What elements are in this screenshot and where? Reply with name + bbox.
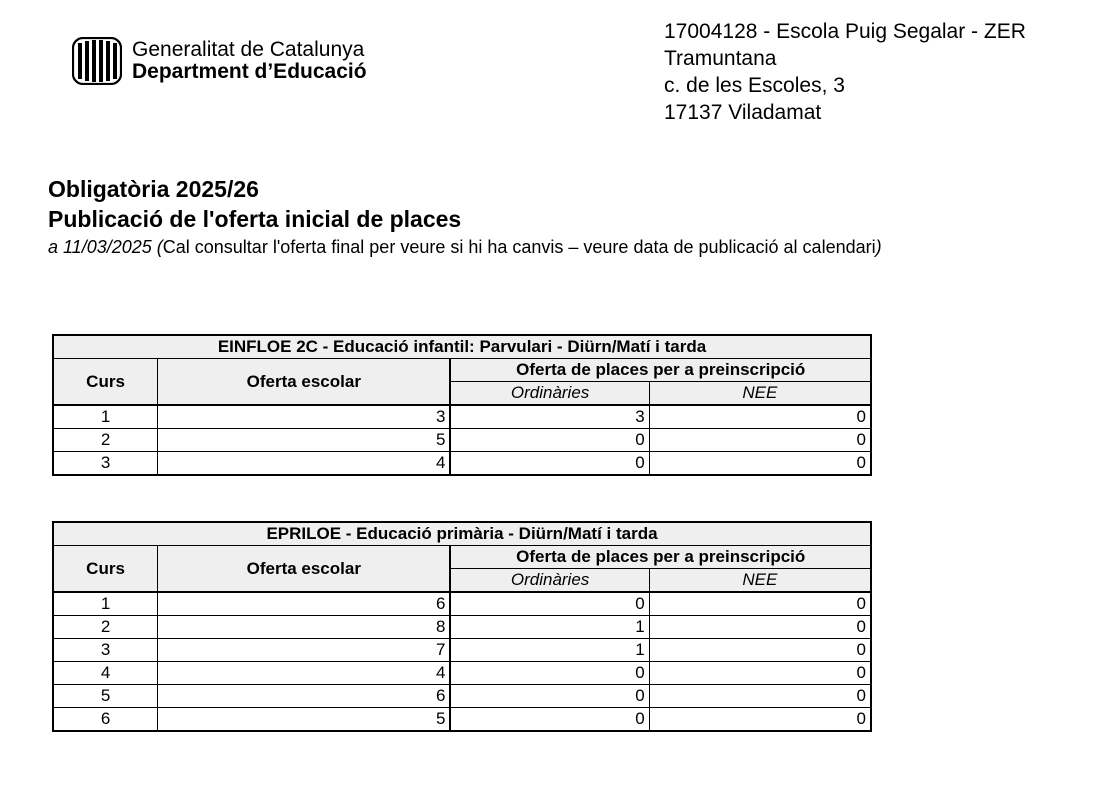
cell-oferta-escolar: 8 bbox=[158, 616, 451, 639]
cell-ordinaries: 0 bbox=[450, 592, 649, 616]
cell-nee: 0 bbox=[649, 662, 871, 685]
cell-curs: 1 bbox=[53, 592, 158, 616]
cell-oferta-escolar: 3 bbox=[158, 405, 451, 429]
header-curs: Curs bbox=[53, 359, 158, 406]
table-row bbox=[53, 662, 871, 685]
heading-title-2: Publicació de l'oferta inicial de places bbox=[48, 206, 462, 232]
header-preinscripcio: Oferta de places per a preinscripció bbox=[450, 546, 871, 569]
offer-table-primaria bbox=[52, 521, 872, 732]
cell-oferta-escolar: 5 bbox=[158, 708, 451, 732]
cell-nee: 0 bbox=[649, 405, 871, 429]
cell-ordinaries: 0 bbox=[450, 685, 649, 708]
cell-ordinaries: 1 bbox=[450, 616, 649, 639]
logo-line-2: Department d’Educació bbox=[132, 60, 367, 83]
header-curs: Curs bbox=[53, 546, 158, 593]
cell-oferta-escolar: 4 bbox=[158, 662, 451, 685]
school-address bbox=[664, 18, 1026, 126]
cell-ordinaries: 0 bbox=[450, 662, 649, 685]
cell-nee: 0 bbox=[649, 639, 871, 662]
cell-curs: 3 bbox=[53, 452, 158, 476]
logo-line-1: Generalitat de Catalunya bbox=[132, 38, 365, 61]
table-row bbox=[53, 452, 871, 476]
generalitat-logo bbox=[72, 37, 367, 85]
cell-nee: 0 bbox=[649, 592, 871, 616]
publication-date: a 11/03/2025 ( bbox=[48, 237, 163, 257]
cell-curs: 5 bbox=[53, 685, 158, 708]
cell-nee: 0 bbox=[649, 616, 871, 639]
header-oferta-escolar: Oferta escolar bbox=[158, 546, 451, 593]
cell-ordinaries: 0 bbox=[450, 452, 649, 476]
header-preinscripcio: Oferta de places per a preinscripció bbox=[450, 359, 871, 382]
address-line-1: 17004128 - Escola Puig Segalar - ZER bbox=[664, 20, 1026, 43]
cell-nee: 0 bbox=[649, 685, 871, 708]
table-row bbox=[53, 616, 871, 639]
header-ordinaries: Ordinàries bbox=[450, 382, 649, 406]
cell-curs: 2 bbox=[53, 429, 158, 452]
cell-curs: 1 bbox=[53, 405, 158, 429]
table-row bbox=[53, 592, 871, 616]
cell-nee: 0 bbox=[649, 708, 871, 732]
table-row bbox=[53, 405, 871, 429]
cell-curs: 2 bbox=[53, 616, 158, 639]
offer-table-infantil bbox=[52, 334, 872, 476]
cell-nee: 0 bbox=[649, 429, 871, 452]
cell-ordinaries: 1 bbox=[450, 639, 649, 662]
address-line-2: Tramuntana bbox=[664, 47, 777, 70]
cell-oferta-escolar: 6 bbox=[158, 685, 451, 708]
cell-oferta-escolar: 4 bbox=[158, 452, 451, 476]
table-title: EINFLOE 2C - Educació infantil: Parvulari - Diürn/Matí i tarda bbox=[53, 335, 871, 359]
cell-oferta-escolar: 7 bbox=[158, 639, 451, 662]
header-nee: NEE bbox=[649, 382, 871, 406]
generalitat-emblem-icon bbox=[72, 37, 122, 85]
address-line-3: c. de les Escoles, 3 bbox=[664, 74, 845, 97]
table-title: EPRILOE - Educació primària - Diürn/Matí i tarda bbox=[53, 522, 871, 546]
table-row bbox=[53, 639, 871, 662]
heading-title-1: Obligatòria 2025/26 bbox=[48, 176, 259, 202]
cell-curs: 3 bbox=[53, 639, 158, 662]
table-row bbox=[53, 429, 871, 452]
document-heading bbox=[48, 174, 882, 260]
header-ordinaries: Ordinàries bbox=[450, 569, 649, 593]
cell-ordinaries: 3 bbox=[450, 405, 649, 429]
cell-oferta-escolar: 6 bbox=[158, 592, 451, 616]
header-oferta-escolar: Oferta escolar bbox=[158, 359, 451, 406]
publication-note-close: ) bbox=[875, 237, 882, 257]
cell-ordinaries: 0 bbox=[450, 429, 649, 452]
cell-ordinaries: 0 bbox=[450, 708, 649, 732]
publication-note: Cal consultar l'oferta final per veure si hi ha canvis – veure data de publicació al calendari bbox=[162, 237, 876, 257]
table-row bbox=[53, 685, 871, 708]
table-row bbox=[53, 708, 871, 732]
header-nee: NEE bbox=[649, 569, 871, 593]
cell-oferta-escolar: 5 bbox=[158, 429, 451, 452]
cell-curs: 4 bbox=[53, 662, 158, 685]
cell-nee: 0 bbox=[649, 452, 871, 476]
address-line-4: 17137 Viladamat bbox=[664, 101, 822, 124]
cell-curs: 6 bbox=[53, 708, 158, 732]
heading-subtitle bbox=[48, 234, 882, 260]
